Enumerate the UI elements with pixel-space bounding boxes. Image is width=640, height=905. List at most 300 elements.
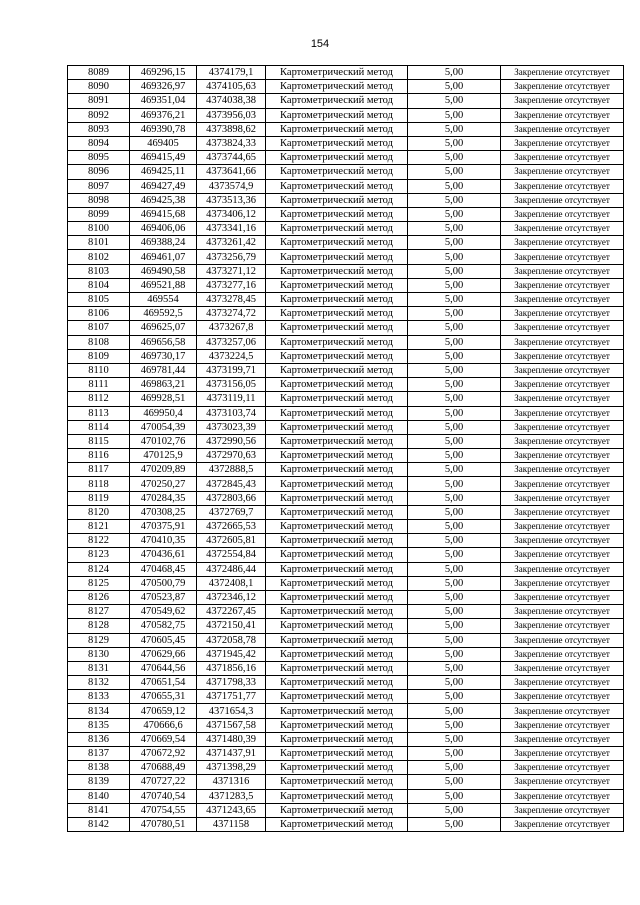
accuracy-cell: 5,00 <box>408 151 501 165</box>
point-number-cell: 8132 <box>68 676 130 690</box>
table-row <box>68 222 624 236</box>
accuracy-cell: 5,00 <box>408 676 501 690</box>
method-cell: Картометрический метод <box>266 477 408 491</box>
y-coordinate-cell: 4373824,33 <box>197 136 266 150</box>
method-cell: Картометрический метод <box>266 179 408 193</box>
method-cell: Картометрический метод <box>266 250 408 264</box>
table-row <box>68 817 624 831</box>
accuracy-cell: 5,00 <box>408 236 501 250</box>
x-coordinate-cell: 470375,91 <box>130 520 197 534</box>
accuracy-cell: 5,00 <box>408 179 501 193</box>
accuracy-cell: 5,00 <box>408 619 501 633</box>
x-coordinate-cell: 470727,22 <box>130 775 197 789</box>
x-coordinate-cell: 470102,76 <box>130 434 197 448</box>
table-row <box>68 165 624 179</box>
y-coordinate-cell: 4373156,05 <box>197 378 266 392</box>
table-row <box>68 293 624 307</box>
table-row <box>68 803 624 817</box>
point-number-cell: 8105 <box>68 293 130 307</box>
fixation-cell: Закрепление отсутствует <box>501 576 624 590</box>
table-row <box>68 548 624 562</box>
method-cell: Картометрический метод <box>266 321 408 335</box>
x-coordinate-cell: 469376,21 <box>130 108 197 122</box>
coordinates-table-body <box>68 66 624 832</box>
accuracy-cell: 5,00 <box>408 732 501 746</box>
x-coordinate-cell: 470209,89 <box>130 463 197 477</box>
table-row <box>68 80 624 94</box>
method-cell: Картометрический метод <box>266 349 408 363</box>
fixation-cell: Закрепление отсутствует <box>501 278 624 292</box>
fixation-cell: Закрепление отсутствует <box>501 817 624 831</box>
x-coordinate-cell: 470644,56 <box>130 661 197 675</box>
fixation-cell: Закрепление отсутствует <box>501 151 624 165</box>
fixation-cell: Закрепление отсутствует <box>501 80 624 94</box>
x-coordinate-cell: 469950,4 <box>130 406 197 420</box>
accuracy-cell: 5,00 <box>408 534 501 548</box>
accuracy-cell: 5,00 <box>408 335 501 349</box>
x-coordinate-cell: 470666,6 <box>130 718 197 732</box>
fixation-cell: Закрепление отсутствует <box>501 619 624 633</box>
method-cell: Картометрический метод <box>266 747 408 761</box>
accuracy-cell: 5,00 <box>408 562 501 576</box>
point-number-cell: 8115 <box>68 434 130 448</box>
fixation-cell: Закрепление отсутствует <box>501 548 624 562</box>
y-coordinate-cell: 4371945,42 <box>197 647 266 661</box>
table-row <box>68 520 624 534</box>
accuracy-cell: 5,00 <box>408 307 501 321</box>
accuracy-cell: 5,00 <box>408 250 501 264</box>
point-number-cell: 8101 <box>68 236 130 250</box>
point-number-cell: 8092 <box>68 108 130 122</box>
point-number-cell: 8108 <box>68 335 130 349</box>
table-row <box>68 321 624 335</box>
accuracy-cell: 5,00 <box>408 434 501 448</box>
table-row <box>68 619 624 633</box>
table-row <box>68 378 624 392</box>
table-row <box>68 250 624 264</box>
y-coordinate-cell: 4371567,58 <box>197 718 266 732</box>
x-coordinate-cell: 470659,12 <box>130 704 197 718</box>
x-coordinate-cell: 470672,92 <box>130 747 197 761</box>
fixation-cell: Закрепление отсутствует <box>501 449 624 463</box>
y-coordinate-cell: 4373744,65 <box>197 151 266 165</box>
x-coordinate-cell: 470468,45 <box>130 562 197 576</box>
method-cell: Картометрический метод <box>266 335 408 349</box>
y-coordinate-cell: 4371798,33 <box>197 676 266 690</box>
fixation-cell: Закрепление отсутствует <box>501 222 624 236</box>
x-coordinate-cell: 470669,54 <box>130 732 197 746</box>
point-number-cell: 8116 <box>68 449 130 463</box>
table-row <box>68 747 624 761</box>
method-cell: Картометрический метод <box>266 491 408 505</box>
point-number-cell: 8118 <box>68 477 130 491</box>
point-number-cell: 8094 <box>68 136 130 150</box>
x-coordinate-cell: 469326,97 <box>130 80 197 94</box>
method-cell: Картометрический метод <box>266 165 408 179</box>
y-coordinate-cell: 4373277,16 <box>197 278 266 292</box>
accuracy-cell: 5,00 <box>408 690 501 704</box>
point-number-cell: 8120 <box>68 505 130 519</box>
point-number-cell: 8122 <box>68 534 130 548</box>
point-number-cell: 8142 <box>68 817 130 831</box>
fixation-cell: Закрепление отсутствует <box>501 236 624 250</box>
y-coordinate-cell: 4371398,29 <box>197 761 266 775</box>
point-number-cell: 8090 <box>68 80 130 94</box>
accuracy-cell: 5,00 <box>408 775 501 789</box>
accuracy-cell: 5,00 <box>408 363 501 377</box>
x-coordinate-cell: 469427,49 <box>130 179 197 193</box>
y-coordinate-cell: 4373341,16 <box>197 222 266 236</box>
y-coordinate-cell: 4374179,1 <box>197 66 266 80</box>
y-coordinate-cell: 4372058,78 <box>197 633 266 647</box>
table-row <box>68 477 624 491</box>
x-coordinate-cell: 469554 <box>130 293 197 307</box>
method-cell: Картометрический метод <box>266 264 408 278</box>
accuracy-cell: 5,00 <box>408 661 501 675</box>
fixation-cell: Закрепление отсутствует <box>501 520 624 534</box>
fixation-cell: Закрепление отсутствует <box>501 363 624 377</box>
x-coordinate-cell: 469425,38 <box>130 193 197 207</box>
table-row <box>68 136 624 150</box>
x-coordinate-cell: 469415,68 <box>130 207 197 221</box>
y-coordinate-cell: 4373257,06 <box>197 335 266 349</box>
fixation-cell: Закрепление отсутствует <box>501 590 624 604</box>
y-coordinate-cell: 4373261,42 <box>197 236 266 250</box>
table-row <box>68 718 624 732</box>
fixation-cell: Закрепление отсутствует <box>501 676 624 690</box>
x-coordinate-cell: 469928,51 <box>130 392 197 406</box>
table-row <box>68 775 624 789</box>
method-cell: Картометрический метод <box>266 108 408 122</box>
x-coordinate-cell: 470054,39 <box>130 420 197 434</box>
y-coordinate-cell: 4372150,41 <box>197 619 266 633</box>
y-coordinate-cell: 4372267,45 <box>197 605 266 619</box>
fixation-cell: Закрепление отсутствует <box>501 335 624 349</box>
accuracy-cell: 5,00 <box>408 349 501 363</box>
method-cell: Картометрический метод <box>266 406 408 420</box>
x-coordinate-cell: 469406,06 <box>130 222 197 236</box>
point-number-cell: 8128 <box>68 619 130 633</box>
x-coordinate-cell: 470582,75 <box>130 619 197 633</box>
accuracy-cell: 5,00 <box>408 605 501 619</box>
coordinates-table <box>67 65 624 832</box>
x-coordinate-cell: 470308,25 <box>130 505 197 519</box>
point-number-cell: 8111 <box>68 378 130 392</box>
point-number-cell: 8109 <box>68 349 130 363</box>
y-coordinate-cell: 4372803,66 <box>197 491 266 505</box>
fixation-cell: Закрепление отсутствует <box>501 250 624 264</box>
table-row <box>68 207 624 221</box>
accuracy-cell: 5,00 <box>408 449 501 463</box>
table-row <box>68 363 624 377</box>
table-row <box>68 505 624 519</box>
fixation-cell: Закрепление отсутствует <box>501 307 624 321</box>
y-coordinate-cell: 4374105,63 <box>197 80 266 94</box>
method-cell: Картометрический метод <box>266 222 408 236</box>
y-coordinate-cell: 4371316 <box>197 775 266 789</box>
fixation-cell: Закрепление отсутствует <box>501 732 624 746</box>
table-row <box>68 122 624 136</box>
y-coordinate-cell: 4372605,81 <box>197 534 266 548</box>
point-number-cell: 8102 <box>68 250 130 264</box>
method-cell: Картометрический метод <box>266 307 408 321</box>
table-row <box>68 789 624 803</box>
fixation-cell: Закрепление отсутствует <box>501 661 624 675</box>
x-coordinate-cell: 469351,04 <box>130 94 197 108</box>
point-number-cell: 8131 <box>68 661 130 675</box>
fixation-cell: Закрепление отсутствует <box>501 293 624 307</box>
y-coordinate-cell: 4371654,3 <box>197 704 266 718</box>
table-row <box>68 661 624 675</box>
fixation-cell: Закрепление отсутствует <box>501 165 624 179</box>
method-cell: Картометрический метод <box>266 534 408 548</box>
x-coordinate-cell: 469863,21 <box>130 378 197 392</box>
x-coordinate-cell: 470605,45 <box>130 633 197 647</box>
point-number-cell: 8097 <box>68 179 130 193</box>
method-cell: Картометрический метод <box>266 434 408 448</box>
point-number-cell: 8099 <box>68 207 130 221</box>
table-row <box>68 434 624 448</box>
y-coordinate-cell: 4373513,36 <box>197 193 266 207</box>
fixation-cell: Закрепление отсутствует <box>501 803 624 817</box>
accuracy-cell: 5,00 <box>408 647 501 661</box>
y-coordinate-cell: 4371480,39 <box>197 732 266 746</box>
point-number-cell: 8138 <box>68 761 130 775</box>
point-number-cell: 8124 <box>68 562 130 576</box>
table-row <box>68 278 624 292</box>
x-coordinate-cell: 470549,62 <box>130 605 197 619</box>
method-cell: Картометрический метод <box>266 193 408 207</box>
method-cell: Картометрический метод <box>266 647 408 661</box>
point-number-cell: 8093 <box>68 122 130 136</box>
point-number-cell: 8121 <box>68 520 130 534</box>
x-coordinate-cell: 469415,49 <box>130 151 197 165</box>
y-coordinate-cell: 4373267,8 <box>197 321 266 335</box>
method-cell: Картометрический метод <box>266 576 408 590</box>
method-cell: Картометрический метод <box>266 463 408 477</box>
table-row <box>68 633 624 647</box>
method-cell: Картометрический метод <box>266 66 408 80</box>
x-coordinate-cell: 470688,49 <box>130 761 197 775</box>
table-row <box>68 236 624 250</box>
method-cell: Картометрический метод <box>266 789 408 803</box>
method-cell: Картометрический метод <box>266 775 408 789</box>
table-row <box>68 704 624 718</box>
table-row <box>68 264 624 278</box>
accuracy-cell: 5,00 <box>408 789 501 803</box>
x-coordinate-cell: 469405 <box>130 136 197 150</box>
table-row <box>68 534 624 548</box>
point-number-cell: 8103 <box>68 264 130 278</box>
point-number-cell: 8137 <box>68 747 130 761</box>
point-number-cell: 8096 <box>68 165 130 179</box>
y-coordinate-cell: 4373224,5 <box>197 349 266 363</box>
table-row <box>68 94 624 108</box>
method-cell: Картометрический метод <box>266 817 408 831</box>
method-cell: Картометрический метод <box>266 378 408 392</box>
fixation-cell: Закрепление отсутствует <box>501 392 624 406</box>
y-coordinate-cell: 4373406,12 <box>197 207 266 221</box>
accuracy-cell: 5,00 <box>408 505 501 519</box>
method-cell: Картометрический метод <box>266 803 408 817</box>
point-number-cell: 8114 <box>68 420 130 434</box>
table-row <box>68 690 624 704</box>
accuracy-cell: 5,00 <box>408 321 501 335</box>
point-number-cell: 8100 <box>68 222 130 236</box>
table-row <box>68 605 624 619</box>
point-number-cell: 8134 <box>68 704 130 718</box>
x-coordinate-cell: 470125,9 <box>130 449 197 463</box>
method-cell: Картометрический метод <box>266 420 408 434</box>
x-coordinate-cell: 470651,54 <box>130 676 197 690</box>
method-cell: Картометрический метод <box>266 94 408 108</box>
method-cell: Картометрический метод <box>266 449 408 463</box>
point-number-cell: 8141 <box>68 803 130 817</box>
fixation-cell: Закрепление отсутствует <box>501 633 624 647</box>
point-number-cell: 8112 <box>68 392 130 406</box>
fixation-cell: Закрепление отсутствует <box>501 690 624 704</box>
method-cell: Картометрический метод <box>266 207 408 221</box>
y-coordinate-cell: 4373256,79 <box>197 250 266 264</box>
fixation-cell: Закрепление отсутствует <box>501 179 624 193</box>
y-coordinate-cell: 4373199,71 <box>197 363 266 377</box>
point-number-cell: 8129 <box>68 633 130 647</box>
accuracy-cell: 5,00 <box>408 94 501 108</box>
method-cell: Картометрический метод <box>266 293 408 307</box>
method-cell: Картометрический метод <box>266 392 408 406</box>
accuracy-cell: 5,00 <box>408 378 501 392</box>
fixation-cell: Закрепление отсутствует <box>501 207 624 221</box>
method-cell: Картометрический метод <box>266 761 408 775</box>
method-cell: Картометрический метод <box>266 661 408 675</box>
accuracy-cell: 5,00 <box>408 718 501 732</box>
accuracy-cell: 5,00 <box>408 108 501 122</box>
fixation-cell: Закрепление отсутствует <box>501 463 624 477</box>
point-number-cell: 8130 <box>68 647 130 661</box>
fixation-cell: Закрепление отсутствует <box>501 747 624 761</box>
accuracy-cell: 5,00 <box>408 278 501 292</box>
method-cell: Картометрический метод <box>266 122 408 136</box>
y-coordinate-cell: 4372346,12 <box>197 590 266 604</box>
point-number-cell: 8127 <box>68 605 130 619</box>
table-row <box>68 335 624 349</box>
method-cell: Картометрический метод <box>266 704 408 718</box>
accuracy-cell: 5,00 <box>408 576 501 590</box>
method-cell: Картометрический метод <box>266 562 408 576</box>
accuracy-cell: 5,00 <box>408 264 501 278</box>
y-coordinate-cell: 4371283,5 <box>197 789 266 803</box>
y-coordinate-cell: 4372769,7 <box>197 505 266 519</box>
accuracy-cell: 5,00 <box>408 590 501 604</box>
fixation-cell: Закрепление отсутствует <box>501 562 624 576</box>
fixation-cell: Закрепление отсутствует <box>501 505 624 519</box>
accuracy-cell: 5,00 <box>408 222 501 236</box>
y-coordinate-cell: 4374038,38 <box>197 94 266 108</box>
y-coordinate-cell: 4371243,65 <box>197 803 266 817</box>
point-number-cell: 8113 <box>68 406 130 420</box>
y-coordinate-cell: 4373641,66 <box>197 165 266 179</box>
fixation-cell: Закрепление отсутствует <box>501 136 624 150</box>
fixation-cell: Закрепление отсутствует <box>501 434 624 448</box>
accuracy-cell: 5,00 <box>408 406 501 420</box>
method-cell: Картометрический метод <box>266 278 408 292</box>
point-number-cell: 8104 <box>68 278 130 292</box>
fixation-cell: Закрепление отсутствует <box>501 789 624 803</box>
x-coordinate-cell: 469781,44 <box>130 363 197 377</box>
accuracy-cell: 5,00 <box>408 761 501 775</box>
fixation-cell: Закрепление отсутствует <box>501 193 624 207</box>
x-coordinate-cell: 469490,58 <box>130 264 197 278</box>
x-coordinate-cell: 469388,24 <box>130 236 197 250</box>
fixation-cell: Закрепление отсутствует <box>501 491 624 505</box>
table-row <box>68 420 624 434</box>
fixation-cell: Закрепление отсутствует <box>501 477 624 491</box>
point-number-cell: 8126 <box>68 590 130 604</box>
point-number-cell: 8089 <box>68 66 130 80</box>
x-coordinate-cell: 469625,07 <box>130 321 197 335</box>
x-coordinate-cell: 469656,58 <box>130 335 197 349</box>
table-row <box>68 193 624 207</box>
method-cell: Картометрический метод <box>266 590 408 604</box>
table-row <box>68 463 624 477</box>
point-number-cell: 8095 <box>68 151 130 165</box>
point-number-cell: 8119 <box>68 491 130 505</box>
point-number-cell: 8136 <box>68 732 130 746</box>
fixation-cell: Закрепление отсутствует <box>501 378 624 392</box>
point-number-cell: 8125 <box>68 576 130 590</box>
accuracy-cell: 5,00 <box>408 633 501 647</box>
table-row <box>68 647 624 661</box>
y-coordinate-cell: 4372990,56 <box>197 434 266 448</box>
point-number-cell: 8107 <box>68 321 130 335</box>
accuracy-cell: 5,00 <box>408 704 501 718</box>
accuracy-cell: 5,00 <box>408 136 501 150</box>
point-number-cell: 8117 <box>68 463 130 477</box>
fixation-cell: Закрепление отсутствует <box>501 704 624 718</box>
accuracy-cell: 5,00 <box>408 463 501 477</box>
y-coordinate-cell: 4373956,03 <box>197 108 266 122</box>
table-row <box>68 491 624 505</box>
y-coordinate-cell: 4372888,5 <box>197 463 266 477</box>
method-cell: Картометрический метод <box>266 619 408 633</box>
y-coordinate-cell: 4372408,1 <box>197 576 266 590</box>
method-cell: Картометрический метод <box>266 136 408 150</box>
point-number-cell: 8139 <box>68 775 130 789</box>
accuracy-cell: 5,00 <box>408 747 501 761</box>
method-cell: Картометрический метод <box>266 732 408 746</box>
point-number-cell: 8091 <box>68 94 130 108</box>
accuracy-cell: 5,00 <box>408 420 501 434</box>
fixation-cell: Закрепление отсутствует <box>501 406 624 420</box>
x-coordinate-cell: 469730,17 <box>130 349 197 363</box>
table-row <box>68 151 624 165</box>
point-number-cell: 8140 <box>68 789 130 803</box>
x-coordinate-cell: 470629,66 <box>130 647 197 661</box>
method-cell: Картометрический метод <box>266 633 408 647</box>
x-coordinate-cell: 470436,61 <box>130 548 197 562</box>
method-cell: Картометрический метод <box>266 236 408 250</box>
y-coordinate-cell: 4371437,91 <box>197 747 266 761</box>
x-coordinate-cell: 470500,79 <box>130 576 197 590</box>
fixation-cell: Закрепление отсутствует <box>501 321 624 335</box>
y-coordinate-cell: 4373274,72 <box>197 307 266 321</box>
x-coordinate-cell: 469521,88 <box>130 278 197 292</box>
y-coordinate-cell: 4373898,62 <box>197 122 266 136</box>
accuracy-cell: 5,00 <box>408 548 501 562</box>
y-coordinate-cell: 4373023,39 <box>197 420 266 434</box>
table-row <box>68 449 624 463</box>
fixation-cell: Закрепление отсутствует <box>501 66 624 80</box>
